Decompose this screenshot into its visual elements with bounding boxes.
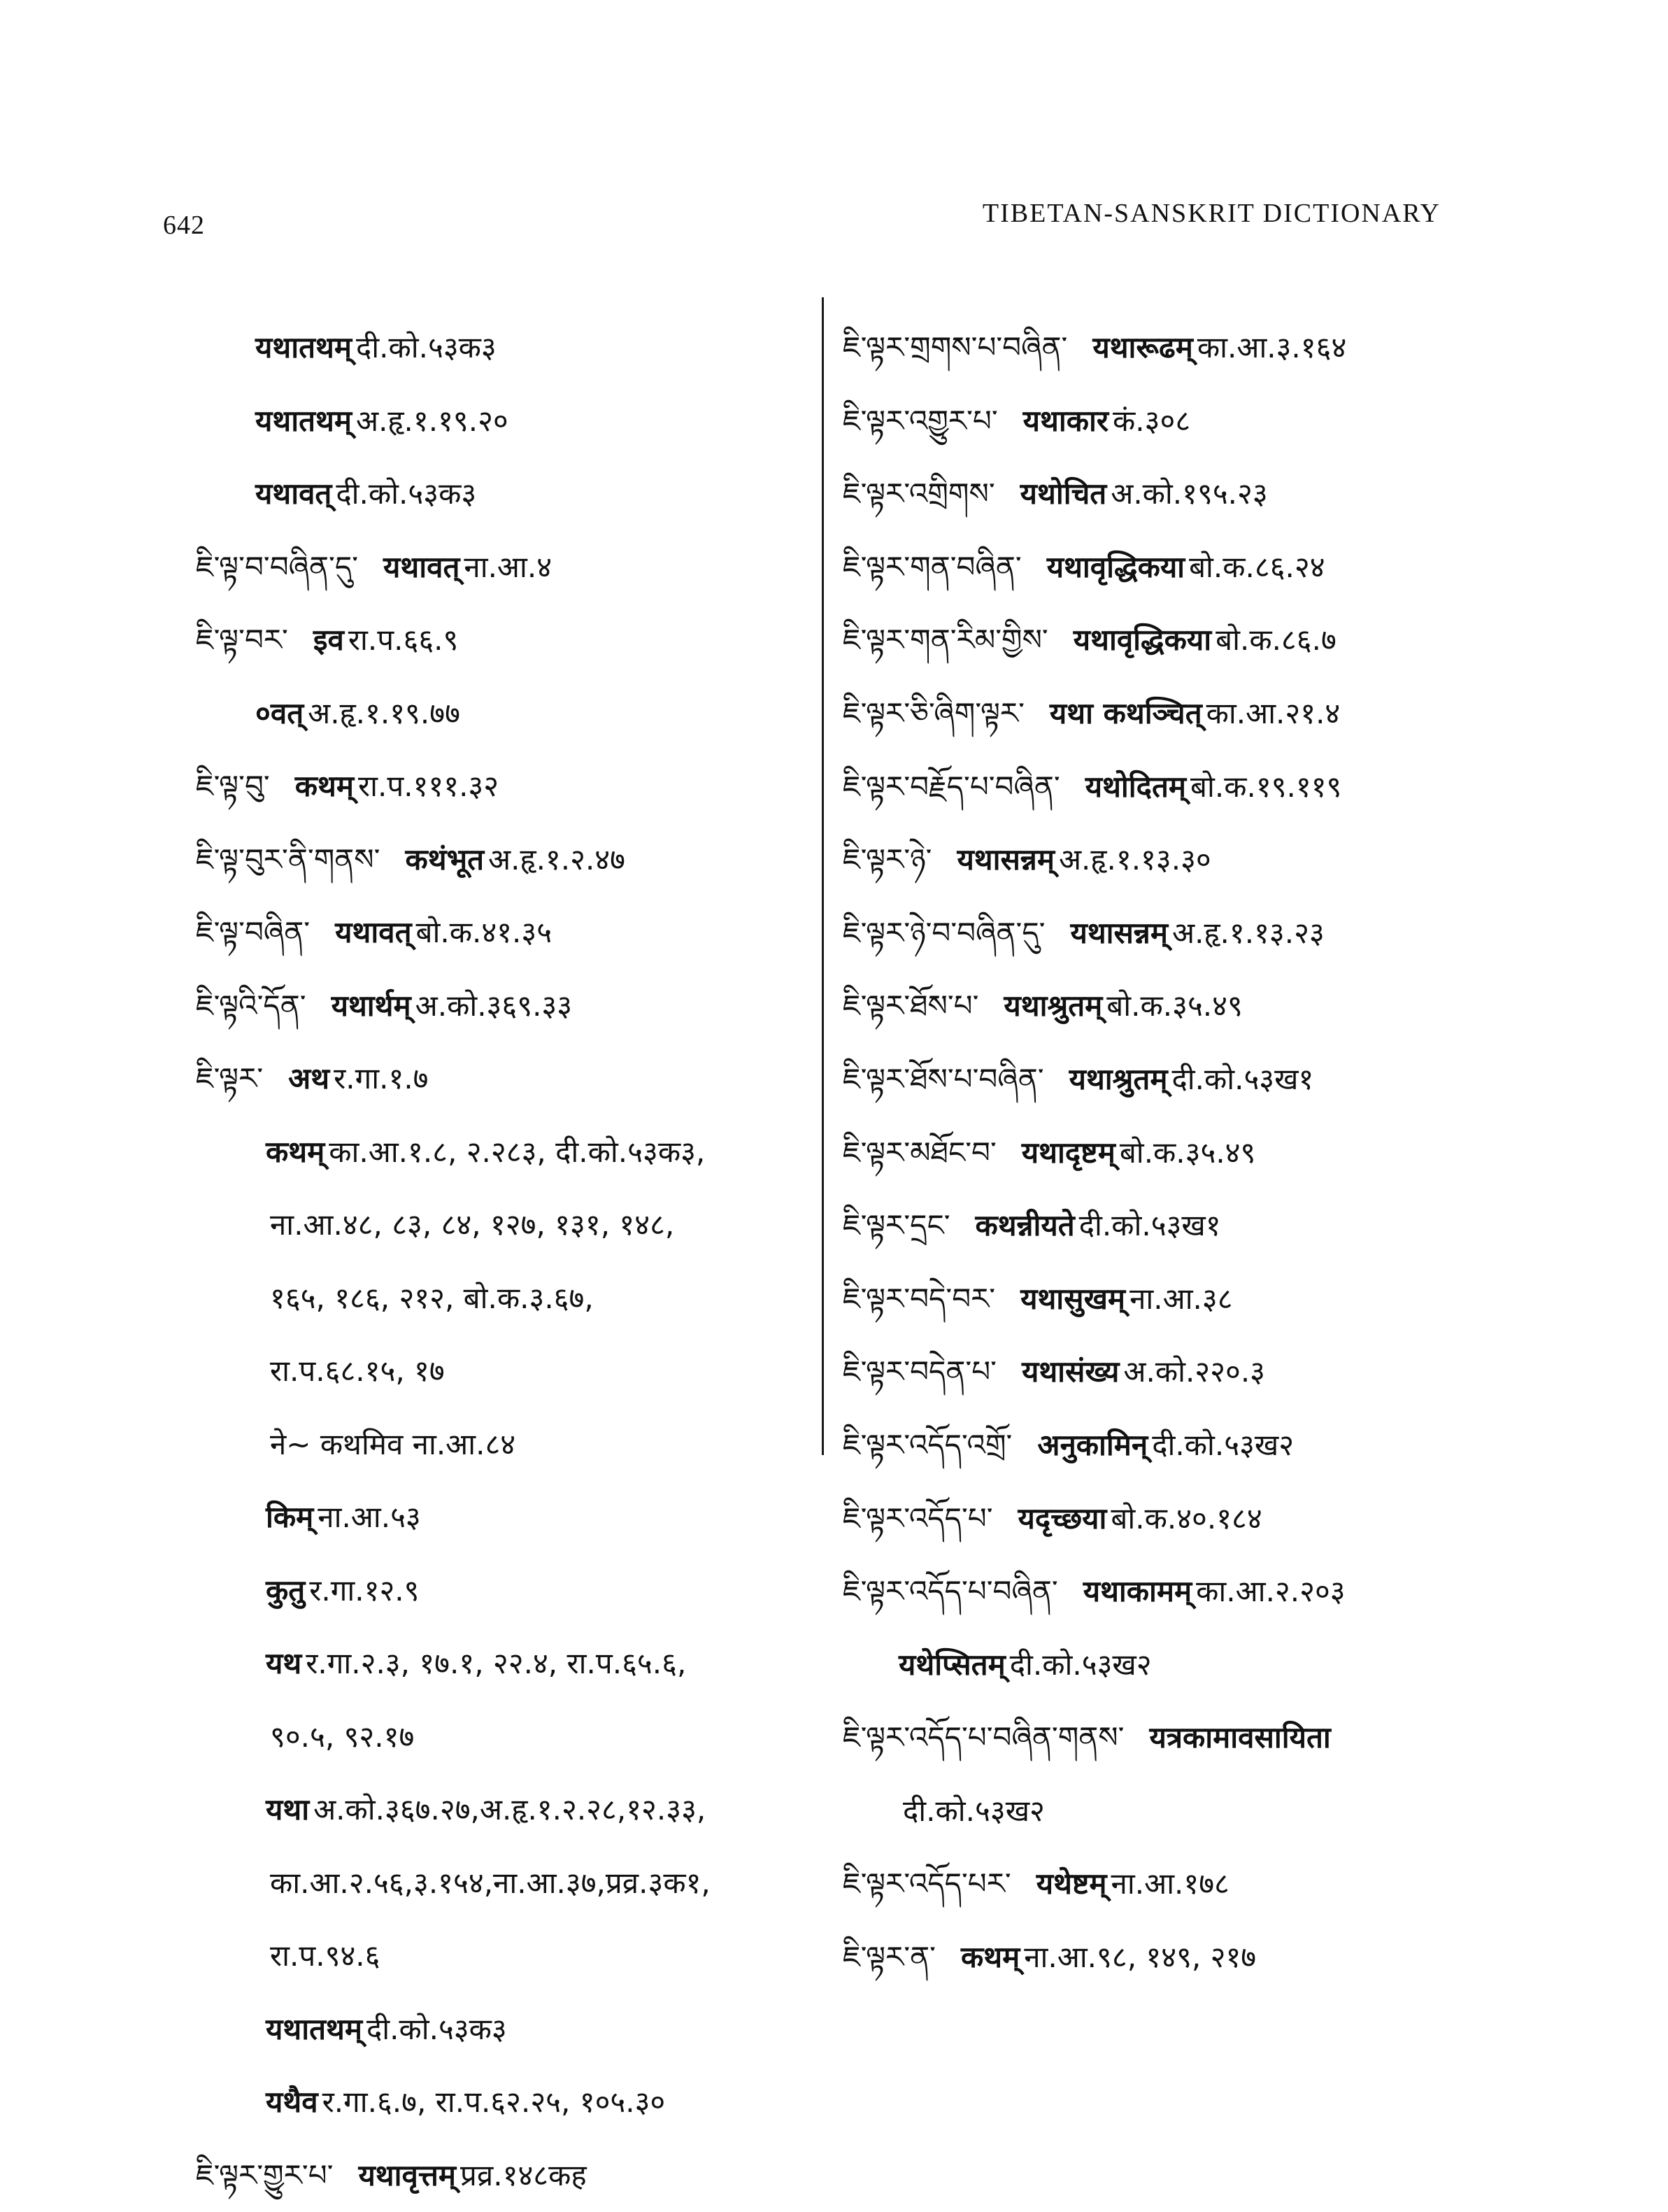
source-reference: दी.को.५३ख२ <box>1152 1428 1294 1462</box>
source-reference: का.आ.१.८, २.२८३, दी.को.५३क३, <box>329 1135 705 1169</box>
sanskrit-equivalent: यथावृद्धिकया <box>1047 550 1185 584</box>
tibetan-headword: ཇི་ལྟར་གྲགས་པ་བཞིན་ <box>843 330 1067 364</box>
sanskrit-equivalent: यथातथम् <box>255 330 352 364</box>
tibetan-headword: ཇི་ལྟར་ཉེ་བ་བཞིན་དུ་ <box>843 916 1045 950</box>
dictionary-entry-line <box>196 970 811 1043</box>
tibetan-headword: ཇི་ལྟར་ཐོས་པ་ <box>843 988 978 1023</box>
source-reference: अ.को.३६९.३३ <box>415 988 572 1023</box>
source-reference: अ.हृ.१.१९.२० <box>356 404 508 438</box>
dictionary-entry-line <box>843 677 1458 751</box>
source-reference: ना.आ.४८, ८३, ८४, १२७, १३१, १४८, <box>270 1207 674 1242</box>
dictionary-entry-line <box>196 1481 811 1554</box>
tibetan-headword: ཇི་ལྟར་འགྲིགས་ <box>843 476 995 511</box>
tibetan-headword: ཇི་ལྟར་དྲང་ <box>843 1208 950 1242</box>
dictionary-entry-line <box>843 385 1458 458</box>
dictionary-entry-line <box>196 604 811 677</box>
dictionary-entry-line <box>196 1701 811 1774</box>
tibetan-headword: ཇི་ལྟར་ཉེ་ <box>843 842 932 877</box>
tibetan-headword: ཇི་ལྟར་ཅི་ཞིག་ལྟར་ <box>843 696 1025 730</box>
sanskrit-equivalent: अनुकामिन् <box>1037 1428 1148 1462</box>
dictionary-entry-line <box>196 750 811 823</box>
sanskrit-equivalent: यथेप्सितम् <box>899 1647 1006 1682</box>
dictionary-entry-line <box>843 1335 1458 1409</box>
dictionary-entry-line <box>196 896 811 970</box>
source-reference: ९०.५, ९२.१७ <box>270 1720 414 1754</box>
sanskrit-equivalent: यथावत् <box>335 915 411 949</box>
source-reference: बो.क.१९.११९ <box>1190 770 1341 804</box>
dictionary-entry-line <box>843 1701 1458 1775</box>
source-reference: अ.हृ.१.२.४७ <box>488 842 625 877</box>
dictionary-entry-line <box>843 604 1458 677</box>
source-reference: बो.क.३५.४९ <box>1106 988 1243 1023</box>
source-reference: रा.प.१११.३२ <box>358 769 499 803</box>
sanskrit-equivalent: यथ <box>266 1646 301 1680</box>
source-reference: बो.क.४१.३५ <box>416 915 553 949</box>
source-reference: अ.हृ.१.१९.७७ <box>308 696 460 730</box>
sanskrit-equivalent: कथम् <box>961 1940 1020 1974</box>
source-reference: बो.क.८६.७ <box>1216 623 1336 657</box>
sanskrit-equivalent: यदृच्छया <box>1018 1501 1107 1536</box>
tibetan-headword: ཇི་ལྟར་འགྱུར་པ་ <box>843 404 998 438</box>
dictionary-entry-line <box>196 1042 811 1116</box>
source-reference: रा.प.६८.१५, १७ <box>270 1354 445 1388</box>
running-title: TIBETAN-SANSKRIT DICTIONARY <box>983 198 1441 229</box>
source-reference: का.आ.२१.४ <box>1206 696 1341 730</box>
source-reference: ना.आ.३८ <box>1129 1282 1233 1316</box>
sanskrit-equivalent: यथाश्रुतम् <box>1069 1062 1168 1096</box>
sanskrit-equivalent: किम् <box>266 1500 313 1534</box>
dictionary-entry-line <box>196 458 811 531</box>
source-reference: दी.को.५३क३ <box>336 476 476 511</box>
tibetan-headword: ཇི་ལྟ་བུ་ <box>196 769 270 803</box>
dictionary-entry-line <box>196 1408 811 1482</box>
source-reference: ना.आ.९८, १४९, २१७ <box>1024 1940 1256 1974</box>
source-reference: अ.हृ.१.१३.२३ <box>1172 916 1325 950</box>
tibetan-headword: ཇི་ལྟར་འདོད་པ་བཞིན་གནས་ <box>843 1720 1124 1754</box>
source-reference: १६५, १८६, २१२, बो.क.३.६७, <box>270 1281 594 1315</box>
tibetan-headword: ཇི་ལྟར་ཐོས་པ་བཞིན་ <box>843 1062 1044 1096</box>
sanskrit-equivalent: यथावत् <box>383 550 459 584</box>
dictionary-entry-line <box>843 1409 1458 1482</box>
tibetan-headword: ཇི་ལྟར་འདོད་པ་ <box>843 1501 993 1536</box>
sanskrit-equivalent: यथासन्नम् <box>1070 916 1168 950</box>
dictionary-entry-line <box>843 897 1458 970</box>
tibetan-headword: ཇི་ལྟར་ན་ <box>843 1940 936 1974</box>
dictionary-entry-line <box>843 751 1458 824</box>
sanskrit-equivalent: अथ <box>288 1061 329 1096</box>
sanskrit-equivalent: कुतु <box>266 1573 305 1608</box>
sanskrit-equivalent: यथार्थम् <box>332 988 411 1023</box>
tibetan-headword: ཇི་ལྟར་གན་རིམ་གྱིས་ <box>843 623 1048 657</box>
sanskrit-equivalent: यथातथम् <box>266 2012 362 2046</box>
source-reference: अ.को.३६७.२७,अ.हृ.१.२.२८,१२.३३, <box>313 1792 706 1827</box>
right-column <box>843 311 1458 1994</box>
sanskrit-equivalent: यथातथम् <box>255 404 352 438</box>
sanskrit-equivalent: इव <box>313 623 344 657</box>
dictionary-entry-line <box>196 1189 811 1262</box>
source-reference: ना.आ.१७८ <box>1111 1866 1229 1901</box>
tibetan-headword: ཇི་ལྟར་བརྗོད་པ་བཞིན་ <box>843 770 1060 804</box>
tibetan-headword: ཇི་ལྟར་གན་བཞིན་ <box>843 550 1022 584</box>
dictionary-entry-line <box>843 1555 1458 1629</box>
sanskrit-equivalent: यथावृद्धिकया <box>1074 623 1211 657</box>
dictionary-entry-line <box>843 1921 1458 1994</box>
dictionary-entry-line <box>196 2139 811 2212</box>
tibetan-headword: ཇི་ལྟར་ <box>196 1061 263 1096</box>
column-divider <box>822 297 824 1455</box>
source-reference: का.आ.२.५६,३.१५४,ना.आ.३७,प्रव्र.३क१, <box>270 1866 711 1900</box>
tibetan-headword: ཇི་ལྟར་འདོད་འགྲོ་ <box>843 1428 1012 1462</box>
dictionary-entry-line <box>196 1335 811 1408</box>
source-reference: अ.हृ.१.१३.३० <box>1059 842 1211 877</box>
sanskrit-equivalent: यथोचित <box>1020 476 1107 511</box>
dictionary-entry-line <box>196 2066 811 2139</box>
sanskrit-equivalent: यथा <box>266 1792 309 1827</box>
source-reference: बो.क.३५.४९ <box>1120 1135 1256 1170</box>
page-number: 642 <box>163 210 205 241</box>
source-reference: रा.प.९४.६ <box>270 1938 380 1973</box>
dictionary-entry-line <box>843 1482 1458 1556</box>
source-reference: का.आ.२.२०३ <box>1196 1574 1345 1608</box>
sanskrit-equivalent: कथम् <box>295 769 354 803</box>
dictionary-entry-line <box>843 1189 1458 1263</box>
sanskrit-equivalent: ०वत् <box>255 696 304 730</box>
source-reference: र.गा.१.७ <box>334 1061 428 1096</box>
sanskrit-equivalent: यथाकार <box>1023 404 1109 438</box>
sanskrit-equivalent: कथन्नीयते <box>976 1208 1075 1242</box>
dictionary-entry-line <box>843 970 1458 1043</box>
dictionary-entry-line <box>843 1263 1458 1336</box>
source-reference: दी.को.५३क३ <box>366 2012 507 2046</box>
source-reference: र.गा.२.३, १७.१, २२.४, रा.प.६५.६, <box>306 1646 686 1680</box>
dictionary-entry-line <box>843 311 1458 385</box>
source-reference: र.गा.६.७, रा.प.६२.२५, १०५.३० <box>322 2085 666 2119</box>
sanskrit-equivalent: यथेष्टम् <box>1036 1866 1107 1901</box>
dictionary-entry-line <box>196 823 811 897</box>
source-reference: दी.को.५३क३ <box>356 330 497 364</box>
source-reference: बो.क.८६.२४ <box>1189 550 1325 584</box>
sanskrit-equivalent: यथारूढम् <box>1092 330 1192 364</box>
sanskrit-equivalent: यथाश्रुतम् <box>1004 988 1102 1023</box>
dictionary-entry-line <box>196 1993 811 2066</box>
tibetan-headword: ཇི་ལྟར་འདོད་པར་ <box>843 1866 1011 1901</box>
source-reference: दी.को.५३ख१ <box>1079 1208 1221 1242</box>
source-reference: ने~ कथमिव ना.आ.८४ <box>270 1427 515 1461</box>
sanskrit-equivalent: कथम् <box>266 1135 325 1169</box>
source-reference: बो.क.४०.१८४ <box>1111 1501 1262 1536</box>
dictionary-entry-line <box>196 385 811 458</box>
source-reference: ना.आ.५३ <box>318 1500 421 1534</box>
sanskrit-equivalent: यथावृत्तम् <box>358 2158 456 2192</box>
dictionary-entry-line <box>843 1775 1458 1848</box>
sanskrit-equivalent: यथासन्नम् <box>957 842 1055 877</box>
dictionary-entry-line <box>196 1627 811 1701</box>
tibetan-headword: ཇི་ལྟ་བུར་ནི་གནས་ <box>196 842 380 877</box>
tibetan-headword: ཇི་ལྟ་བ་བཞིན་དུ་ <box>196 550 358 584</box>
source-reference: दी.को.५३ख१ <box>1171 1062 1313 1096</box>
dictionary-entry-line <box>196 1116 811 1189</box>
dictionary-entry-line <box>843 1116 1458 1190</box>
source-reference: कं.३०८ <box>1113 404 1190 438</box>
dictionary-entry-line <box>196 1554 811 1628</box>
source-reference: दी.को.५३ख२ <box>903 1794 1045 1828</box>
dictionary-entry-line <box>196 1920 811 1993</box>
sanskrit-equivalent: यथैव <box>266 2085 318 2119</box>
dictionary-entry-line <box>843 1848 1458 1921</box>
dictionary-entry-line <box>843 531 1458 604</box>
dictionary-entry-line <box>843 1043 1458 1116</box>
sanskrit-equivalent: यथोदितम् <box>1085 770 1186 804</box>
dictionary-entry-line <box>843 823 1458 897</box>
tibetan-headword: ཇི་ལྟར་མཐོང་བ་ <box>843 1135 997 1170</box>
tibetan-headword: ཇི་ལྟར་བདེན་པ་ <box>843 1354 997 1389</box>
tibetan-headword: ཇི་ལྟ་བར་ <box>196 623 288 657</box>
dictionary-entry-line <box>196 1773 811 1847</box>
source-reference: रा.प.६६.९ <box>348 623 458 657</box>
source-reference: र.गा.१२.९ <box>309 1573 419 1608</box>
dictionary-entry-line <box>196 1847 811 1920</box>
tibetan-headword: ཇི་ལྟར་བདེ་བར་ <box>843 1282 995 1316</box>
tibetan-headword: ཇི་ལྟའི་དོན་ <box>196 988 306 1023</box>
dictionary-entry-line <box>196 677 811 751</box>
tibetan-headword: ཇི་ལྟར་གྱུར་པ་ <box>196 2158 333 2192</box>
source-reference: अ.को.२२०.३ <box>1123 1354 1265 1389</box>
source-reference: का.आ.३.१६४ <box>1197 330 1346 364</box>
sanskrit-equivalent: यथासंख्य <box>1022 1354 1119 1389</box>
sanskrit-equivalent: यत्रकामावसायिता <box>1149 1720 1330 1754</box>
source-reference: दी.को.५३ख२ <box>1010 1647 1152 1682</box>
sanskrit-equivalent: यथावत् <box>255 476 332 511</box>
sanskrit-equivalent: यथादृष्टम् <box>1022 1135 1115 1170</box>
sanskrit-equivalent: कथंभूत <box>405 842 484 877</box>
source-reference: प्रव्र.१४८कह <box>460 2158 587 2192</box>
source-reference: अ.को.१९५.२३ <box>1111 476 1267 511</box>
sanskrit-equivalent: यथा कथञ्चित् <box>1050 696 1202 730</box>
dictionary-entry-line <box>843 458 1458 531</box>
dictionary-entry-line <box>196 531 811 604</box>
sanskrit-equivalent: यथासुखम् <box>1020 1282 1125 1316</box>
dictionary-entry-line <box>196 1262 811 1335</box>
tibetan-headword: ཇི་ལྟ་བཞིན་ <box>196 915 310 949</box>
left-column <box>196 311 811 2212</box>
dictionary-entry-line <box>843 1629 1458 1702</box>
sanskrit-equivalent: यथाकामम् <box>1083 1574 1192 1608</box>
tibetan-headword: ཇི་ལྟར་འདོད་པ་བཞིན་ <box>843 1574 1058 1608</box>
dictionary-entry-line <box>196 311 811 385</box>
source-reference: ना.आ.४ <box>464 550 552 584</box>
